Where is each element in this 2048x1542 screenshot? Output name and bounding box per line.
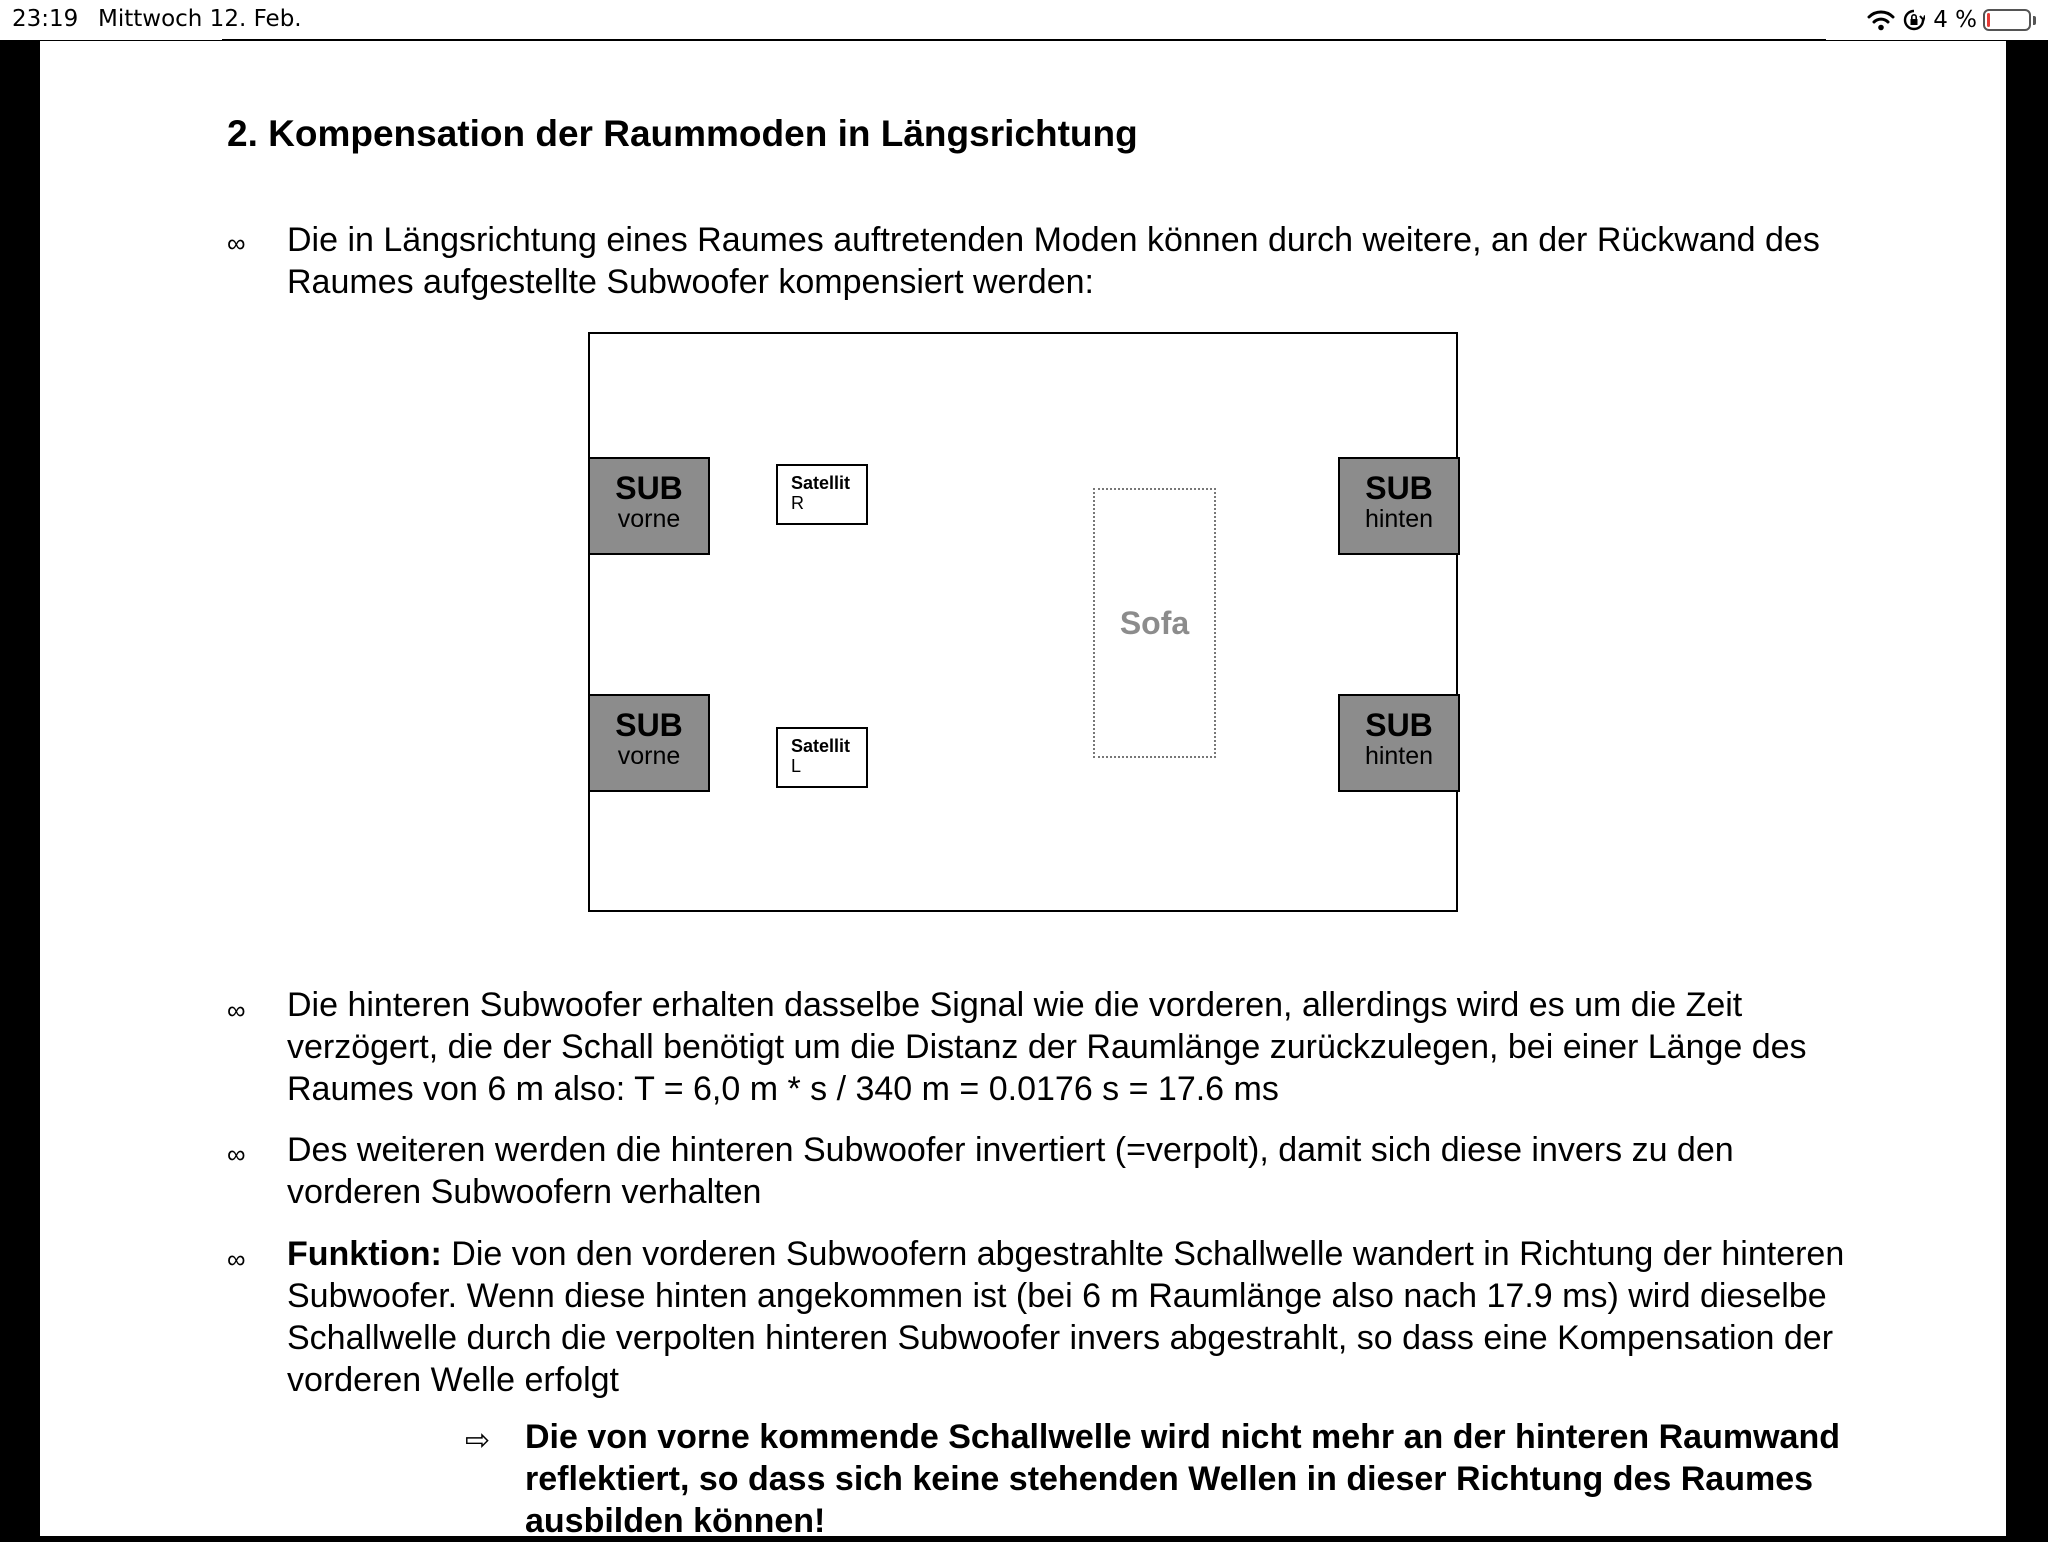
status-time: 23:19 [12, 6, 79, 32]
function-label: Funktion: [287, 1235, 442, 1273]
subwoofer-rear-bottom [1338, 694, 1460, 792]
bullet-symbol: ∞ [227, 1139, 246, 1169]
status-date: Mittwoch 12. Feb. [98, 6, 302, 32]
sofa [1093, 488, 1216, 758]
orientation-lock-icon [1903, 9, 1925, 31]
satellite-label: Satellit [791, 473, 851, 493]
page-title: 2. Kompensation der Raummoden in Längsrichtung [227, 113, 1138, 154]
battery-icon [1983, 9, 2031, 31]
sub-position-label: hinten [1364, 742, 1434, 770]
sub-label: SUB [1365, 707, 1433, 743]
status-bar [0, 0, 2048, 40]
satellite-side-label: L [791, 756, 802, 776]
satellite-label: Satellit [791, 736, 851, 756]
sub-label: SUB [1365, 470, 1433, 506]
paragraph-inversion: Des weiteren werden die hinteren Subwoofer invertiert (=verpolt), damit sich diese invers zu den vorderen Subwoofern verhalten [287, 1131, 1734, 1211]
conclusion-text: Die von vorne kommende Schallwelle wird nicht mehr an der hinteren Raumwand reflektiert, so dass sich keine stehenden Wellen in dieser Richtung des Raumes ausbilden können! [525, 1418, 1840, 1540]
battery-level-fill [1987, 13, 1990, 27]
satellite-left [776, 727, 868, 788]
subwoofer-front-top [588, 457, 710, 555]
sub-label: SUB [615, 470, 683, 506]
sub-label: SUB [615, 707, 683, 743]
subwoofer-front-bottom [588, 694, 710, 792]
sub-position-label: hinten [1364, 505, 1434, 533]
document-page[interactable] [40, 41, 2006, 1540]
sub-position-label: vorne [617, 505, 681, 533]
battery-nub [2033, 16, 2036, 25]
subwoofer-rear-top [1338, 457, 1460, 555]
paragraph-function [287, 1233, 1867, 1401]
sub-position-label: vorne [617, 742, 681, 770]
sofa-label: Sofa [1119, 604, 1190, 641]
wifi-icon [1867, 9, 1895, 31]
bullet-symbol: ∞ [227, 995, 246, 1025]
satellite-right [776, 464, 868, 525]
satellite-side-label: R [791, 493, 804, 513]
bullet-symbol: ∞ [227, 1244, 246, 1274]
function-text: Die von den vorderen Subwoofern abgestrahlte Schallwelle wandert in Richtung der hinteren Subwoofer. Wenn diese hinten angekommen ist (bei 6 m Raumlänge also nach 17.9 ms) wird dieselbe Schallwelle durch die verpolten hinteren Subwoofer invers abgestrahlt, so dass eine Kompensation der vorderen Welle erfolgt [287, 1235, 1845, 1399]
status-indicators [1867, 5, 2036, 35]
arrow-right-icon: ⇨ [465, 1424, 491, 1457]
bullet-symbol: ∞ [227, 228, 246, 258]
paragraph-delay: Die hinteren Subwoofer erhalten dasselbe Signal wie die vorderen, allerdings wird es um die Zeit verzögert, die der Schall benötigt um die Distanz der Raumlänge zurückzulegen, bei einer Länge des Raumes von 6 m also: T = 6,0 m * s / 340 m = 0.0176 s = 17.6 ms [287, 986, 1807, 1108]
battery-percent: 4 % [1933, 7, 1977, 33]
room-diagram [588, 332, 1458, 912]
paragraph-intro: Die in Längsrichtung eines Raumes auftretenden Moden können durch weitere, an der Rückwand des Raumes aufgestellte Subwoofer kompensiert werden: [287, 221, 1820, 301]
